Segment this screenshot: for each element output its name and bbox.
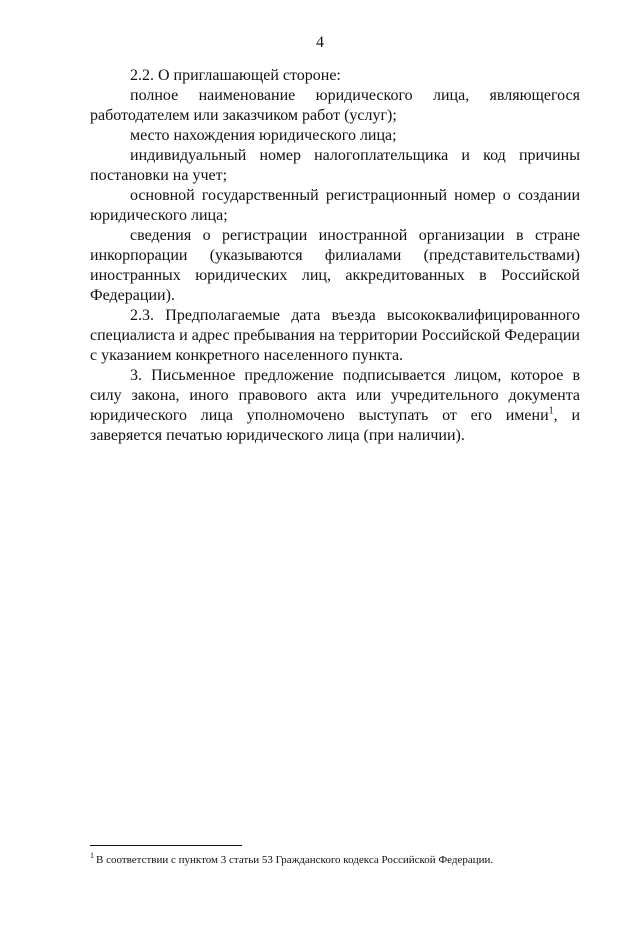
- footnote-mark: 1: [90, 851, 94, 861]
- section-3-text-end: , и заверяется печатью юридического лица (при наличии).: [90, 407, 581, 444]
- item-location: место нахождения юридического лица;: [130, 127, 397, 144]
- item-full-name: полное наименование юридического лица, являющегося работодателем или заказчиком работ (услуг);: [90, 87, 580, 124]
- footnote-reference: 1: [548, 405, 554, 417]
- item-tax-id: индивидуальный номер налогоплательщика и код причины постановки на учет;: [90, 147, 580, 184]
- footnote-divider: [90, 845, 242, 846]
- section-3: [90, 366, 580, 446]
- section-2-3: 2.3. Предполагаемые дата въезда высококвалифицированного специалиста и адрес пребывания на территории Российской Федерации с указанием конкретного населенного пункта.: [90, 307, 580, 364]
- section-3-text-start: 3. Письменное предложение подписывается лицом, которое в силу закона, иного правового акта или учредительного документа юридического лица уполномочено выступать от его имени: [90, 367, 580, 424]
- page-number: 4: [316, 34, 324, 51]
- document-body: [90, 66, 580, 446]
- section-2-2-heading: 2.2. О приглашающей стороне:: [130, 67, 341, 84]
- item-registration-number: основной государственный регистрационный номер о создании юридического лица;: [90, 187, 580, 224]
- footnote-text: В соответствии с пунктом 3 статьи 53 Гражданского кодекса Российской Федерации.: [96, 854, 494, 866]
- item-foreign-registration: сведения о регистрации иностранной организации в стране инкорпорации (указываются филиалами (представительствами) иностранных юридических лиц, аккредитованных в Российской Федерации).: [90, 227, 580, 304]
- footnote: [90, 853, 580, 867]
